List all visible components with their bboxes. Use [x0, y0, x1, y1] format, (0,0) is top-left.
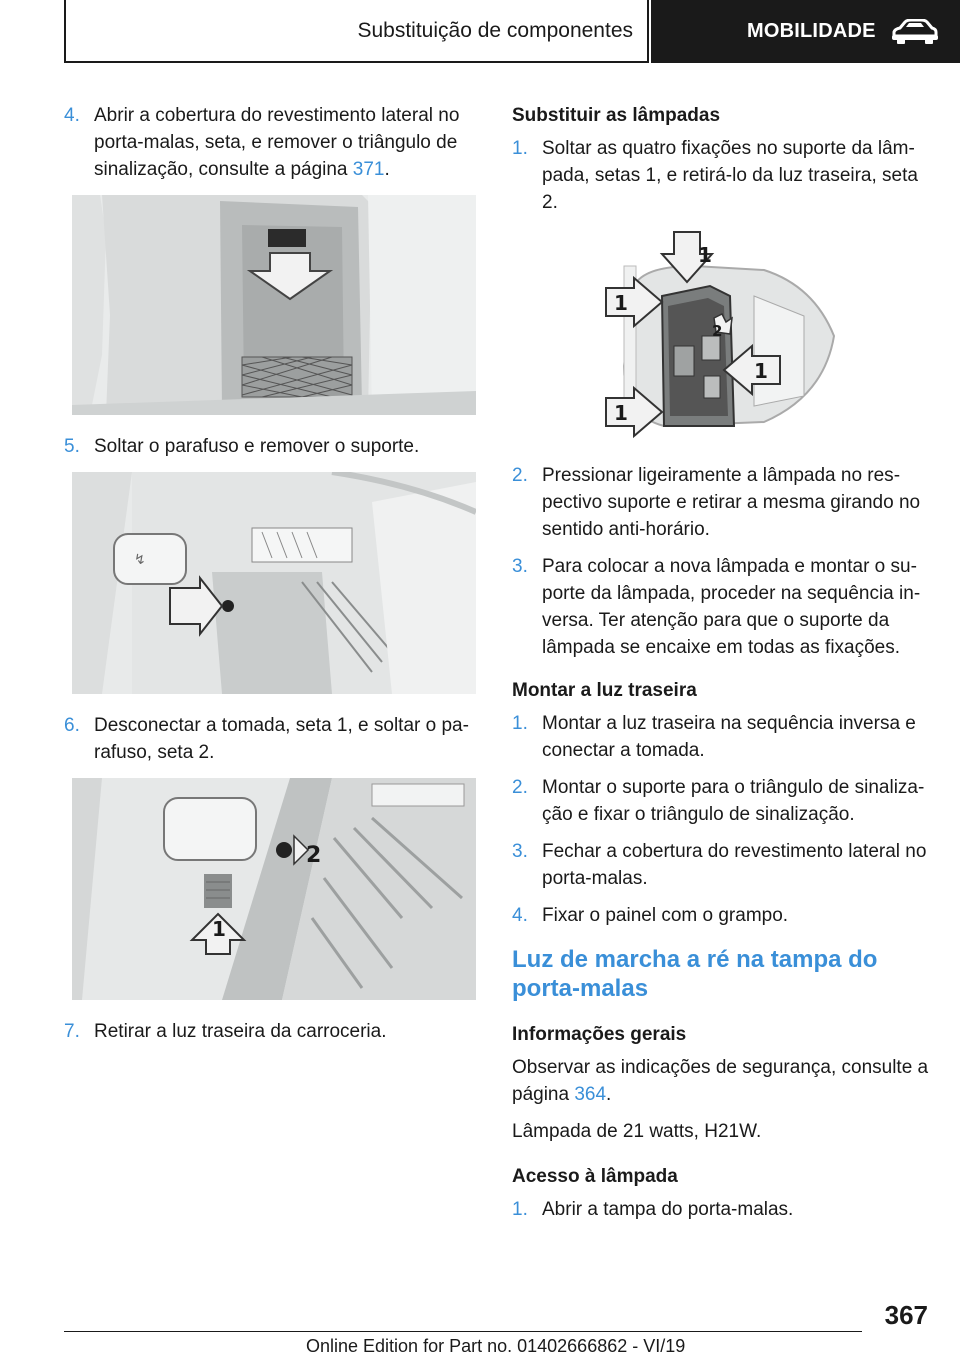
chapter-tab [651, 0, 960, 63]
access-step-1 [512, 1196, 932, 1223]
chapter-title: MOBILIDADE [747, 20, 876, 42]
step-4 [64, 102, 476, 183]
replace-step-1 [512, 135, 932, 216]
step-number: 1. [512, 713, 528, 734]
replace-step-2 [512, 462, 932, 543]
step-number: 4. [64, 105, 80, 126]
step-number: 4. [512, 905, 528, 926]
running-header-section [64, 0, 649, 63]
step-number: 6. [64, 715, 80, 736]
step-text: Montar a luz traseira na sequência inversa e conectar a tomada. [542, 713, 916, 761]
mount-step-2 [512, 774, 932, 828]
step-number: 3. [512, 841, 528, 862]
safety-tail: . [606, 1084, 612, 1105]
step-text: Abrir a tampa do porta-malas. [542, 1199, 794, 1220]
step-number: 2. [512, 777, 528, 798]
step-number: 1. [512, 138, 528, 159]
callout-bottom: 1 [614, 401, 628, 425]
callout-2: 2 [306, 843, 322, 868]
page-link-364[interactable]: 364 [574, 1084, 607, 1105]
step-number: 2. [512, 465, 528, 486]
step-text: Soltar as quatro fixações no suporte da lâmpada, setas 1, e retirá-lo da luz traseira, seta 2. [542, 138, 918, 213]
page-link-371[interactable]: 371 [352, 159, 385, 180]
step-text: Pressionar ligeiramente a lâmpada no respectivo suporte e retirar a mesma girando no sentido anti-horário. [542, 465, 921, 540]
section-title: Substituição de componentes [357, 18, 633, 42]
step-text: Montar o suporte para o triângulo de sinalização e fixar o triângulo de sinalização. [542, 777, 925, 825]
step-number: 1. [512, 1199, 528, 1220]
safety-text: Observar as indicações de segurança, consulte a página [512, 1057, 929, 1105]
step-text: Fixar o painel com o grampo. [542, 905, 789, 926]
callout-top: 1 [698, 243, 712, 267]
callout-left: 1 [614, 291, 628, 315]
figure-connector-screw [72, 778, 476, 1000]
page-number: 367 [884, 1300, 928, 1330]
heading-general-info: Informações gerais [512, 1024, 687, 1045]
left-column [64, 102, 476, 1055]
replace-step-3 [512, 553, 932, 661]
figure-screw-bracket [72, 472, 476, 694]
mount-step-1 [512, 710, 932, 764]
step-number: 5. [64, 436, 80, 457]
step-text: Soltar o parafuso e remover o suporte. [94, 436, 420, 457]
bulb-spec: Lâmpada de 21 watts, H21W. [512, 1121, 762, 1142]
safety-reference [512, 1054, 932, 1108]
car-icon [890, 19, 940, 45]
step-number: 3. [512, 556, 528, 577]
heading-mount-tail-light: Montar a luz traseira [512, 680, 697, 701]
step-text [94, 102, 476, 183]
step-text: Retirar a luz traseira da carroceria. [94, 1021, 387, 1042]
callout-right: 1 [754, 359, 768, 383]
heading-bulb-access: Acesso à lâmpada [512, 1166, 678, 1187]
step-7 [64, 1018, 476, 1045]
figure-trunk-cover [72, 195, 476, 415]
callout-two: 2 [712, 322, 723, 340]
edition-info: Online Edition for Part no. 01402666862 - VI/19 [306, 1336, 686, 1356]
step-number: 7. [64, 1021, 80, 1042]
section-reverse-light-tailgate: Luz de marcha a ré na tampa do porta-malas [512, 946, 878, 1002]
mount-step-4 [512, 902, 932, 929]
step-text: Para colocar a nova lâmpada e montar o suporte da lâmpada, proceder na sequência inversa. Ter atenção para que o suporte da lâmpada se encaixe em todas as fixações. [542, 556, 921, 658]
heading-replace-bulbs: Substituir as lâmpadas [512, 105, 721, 126]
figure-bulb-holder [604, 226, 838, 448]
step-text-body: Abrir a cobertura do revestimento lateral no porta-malas, seta, e remover o triângulo de sinalização, consulte a página [94, 105, 460, 180]
step-text-tail: . [384, 159, 390, 180]
step-5 [64, 433, 476, 460]
step-text: Fechar a cobertura do revestimento lateral no porta-malas. [542, 841, 927, 889]
right-column [512, 102, 932, 1233]
step-6 [64, 712, 476, 766]
callout-1: 1 [212, 917, 226, 941]
svg-text:↯: ↯ [134, 552, 146, 568]
step-text: Desconectar a tomada, seta 1, e soltar o parafuso, seta 2. [94, 715, 469, 763]
mount-step-3 [512, 838, 932, 892]
footer-divider [64, 1331, 862, 1332]
